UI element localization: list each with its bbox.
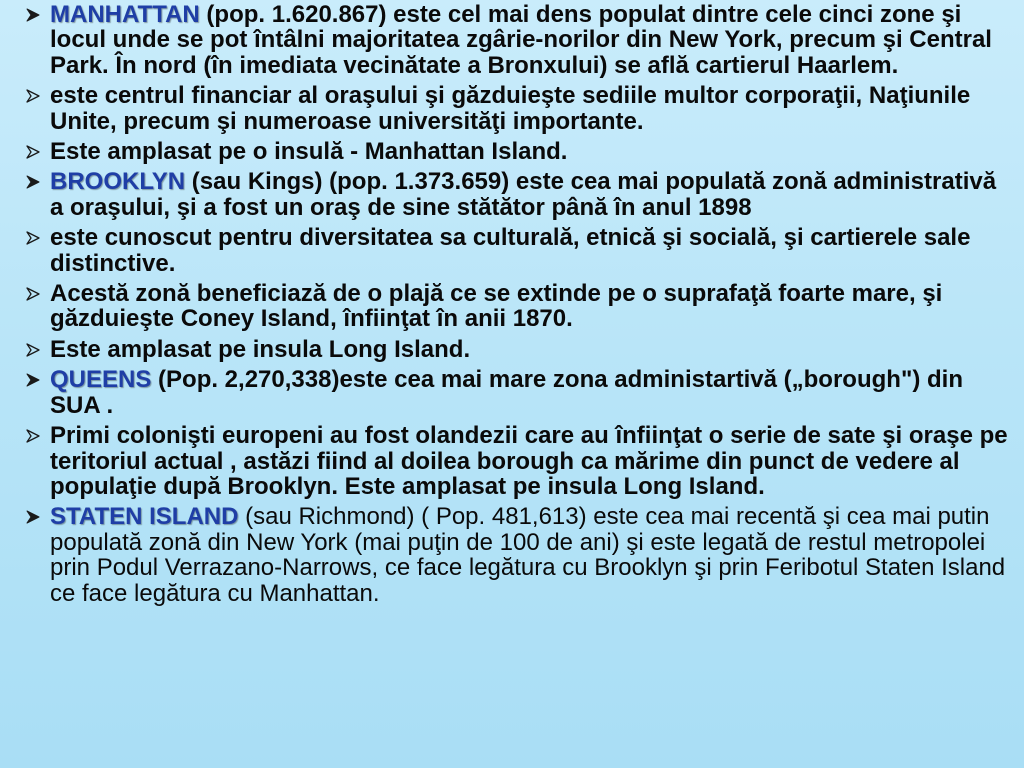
borough-keyword: MANHATTAN — [50, 1, 200, 28]
bullet-text: (pop. 1.620.867) este cel mai dens populat dintre cele cinci zone şi locul unde se pot întâlni majoritatea zgârie-norilor din New York, precum şi Central Park. În nord (în imediata vecinătate a Bronxului) se află cartierul Haarlem. — [50, 1, 992, 79]
arrowhead-bullet-icon — [26, 175, 40, 189]
borough-keyword: QUEENS — [50, 366, 152, 394]
list-item — [26, 83, 1012, 134]
list-item — [26, 225, 1012, 276]
bullet-text: Acestă zonă beneficiază de o plajă ce se extinde pe o suprafaţă foarte mare, şi găzduieşte Coney Island, înfiinţat în anii 1870. — [50, 280, 943, 333]
bullet-text: Este amplasat pe o insulă - Manhattan Island. — [50, 138, 568, 166]
list-item — [26, 337, 1012, 362]
list-item — [26, 504, 1012, 606]
arrowhead-bullet-icon — [26, 510, 40, 524]
arrowhead-bullet-icon — [26, 373, 40, 387]
arrowhead-bullet-icon — [26, 343, 40, 357]
bullet-list — [26, 2, 1012, 606]
bullet-text: Este amplasat pe insula Long Island. — [50, 335, 471, 363]
borough-keyword: STATEN ISLAND — [50, 503, 239, 531]
bullet-text: (Pop. 2,270,338)este cea mai mare zona administartivă („borough") din SUA . — [50, 366, 963, 419]
list-item — [26, 367, 1012, 418]
arrowhead-bullet-icon — [26, 287, 40, 301]
arrowhead-bullet-icon — [26, 8, 40, 22]
list-item — [26, 2, 1012, 78]
borough-keyword: BROOKLYN — [50, 168, 186, 196]
bullet-text: (sau Richmond) ( Pop. 481,613) este cea mai recentă şi cea mai putin populată zonă din New York (mai puţin de 100 de ani) şi este legată de restul metropolei prin Podul Verrazano-Narrows, ce face legătura cu Brooklyn şi prin Feribotul Staten Island ce face legătura cu Manhattan. — [50, 503, 1006, 607]
arrowhead-bullet-icon — [26, 89, 40, 103]
arrowhead-bullet-icon — [26, 429, 40, 443]
arrowhead-bullet-icon — [26, 145, 40, 159]
list-item — [26, 423, 1012, 499]
bullet-text: este centrul financiar al oraşului şi găzduieşte sediile multor corporaţii, Naţiunile Unite, precum şi numeroase universităţi importante. — [50, 82, 971, 135]
list-item — [26, 139, 1012, 164]
bullet-text: este cunoscut pentru diversitatea sa culturală, etnică şi socială, şi cartierele sale distinctive. — [50, 224, 971, 277]
arrowhead-bullet-icon — [26, 231, 40, 245]
list-item — [26, 169, 1012, 220]
bullet-text: (sau Kings) (pop. 1.373.659) este cea mai populată zonă administrativă a oraşului, şi a fost un oraş de sine stătător până în anul 1898 — [50, 168, 997, 221]
list-item — [26, 281, 1012, 332]
bullet-text: Primi colonişti europeni au fost olandezii care au înfiinţat o serie de sate şi oraşe pe teritoriul actual , astăzi fiind al doilea borough ca mărime din punct de vedere al populaţie după Brooklyn. Este amplasat pe insula Long Island. — [50, 422, 1008, 500]
